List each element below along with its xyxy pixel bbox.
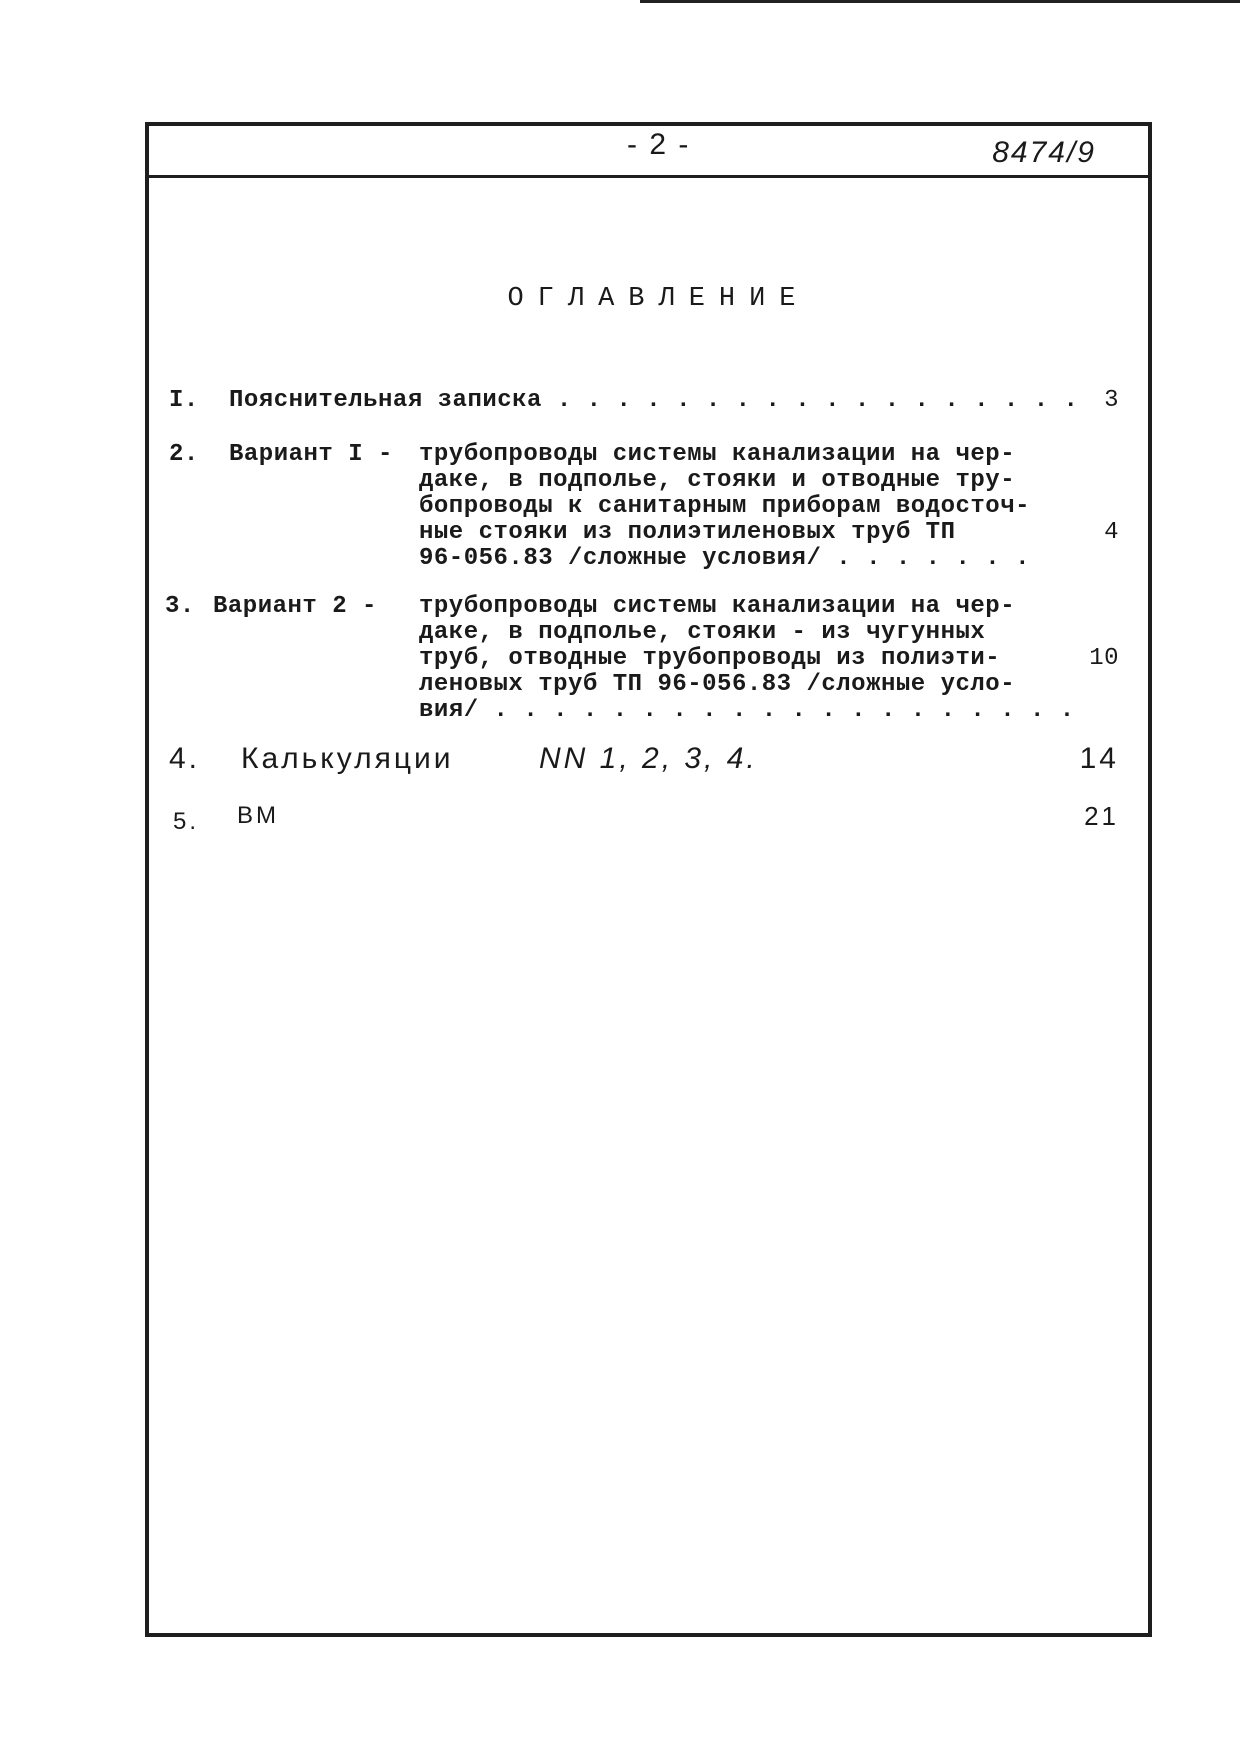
entry-text: Калькуляции	[241, 742, 454, 775]
entry-page: 14	[1079, 742, 1119, 775]
entry-text: Пояснительная записка . . . . . . . . . . . . . . . . . .	[229, 387, 1079, 414]
header-strip	[149, 126, 1148, 178]
toc-title: ОГЛАВЛЕНИЕ	[507, 284, 810, 314]
entry-lead: Вариант I -	[229, 441, 393, 468]
entry-page: 4	[1104, 519, 1119, 546]
entry-number: I.	[169, 387, 199, 414]
entry-page: 3	[1104, 387, 1119, 414]
entry-text: трубопроводы системы канализации на чер- даке, в подполье, стояки - из чугунных труб, отводные трубопроводы из полиэти- леновых труб ТП 96-056.83 /сложные усло- вия/ . . . . . . . . . . . . . . . . . . . .	[419, 593, 1075, 724]
entry-number: 4.	[169, 742, 201, 775]
entry-number: 5.	[173, 808, 200, 835]
entry-page: 10	[1089, 645, 1119, 672]
entry-number: 3.	[165, 593, 195, 620]
toc-entry-4	[169, 742, 1119, 786]
document-number: 8474/9	[992, 136, 1096, 169]
top-edge-line	[640, 0, 1240, 3]
entry-extra: NN 1, 2, 3, 4.	[539, 742, 758, 775]
entry-page: 21	[1084, 801, 1119, 831]
toc-entry-1	[169, 388, 1119, 418]
toc-entry-5	[173, 803, 1119, 837]
entry-text: трубопроводы системы канализации на чер- даке, в подполье, стояки и отводные тру- бопроводы к санитарным приборам водосточ- ные стояки из полиэтиленовых труб ТП 96-056.83 /сложные условия/ . . . . . . .	[419, 441, 1030, 572]
toc-entry-2	[169, 442, 1119, 577]
entry-number: 2.	[169, 441, 199, 468]
toc-entry-3	[165, 594, 1119, 729]
page-frame	[145, 122, 1152, 1637]
entry-text: ВМ	[237, 802, 279, 829]
page-number: - 2 -	[627, 128, 691, 161]
entry-lead: Вариант 2 -	[213, 593, 377, 620]
